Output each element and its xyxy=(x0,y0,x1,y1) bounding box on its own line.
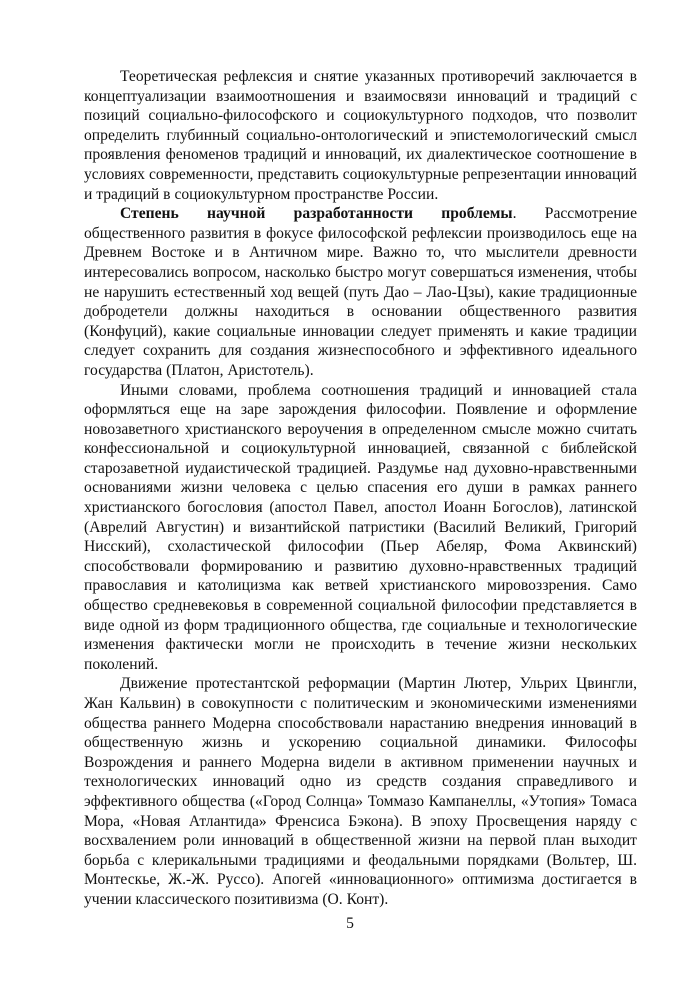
paragraph-text: Иными словами, проблема соотношения традиций и инновацией стала оформляться еще на заре зарождения философии. Появление и оформление новозаветного христианского вероучения в определенном смысле можно считать конфессиональной и социокультурной инновацией, связанной с библейской старозаветной иудаистической традицией. Раздумье над духовно-нравственными основаниями жизни человека с целью спасения его души в рамках раннего христианского богословия (апостол Павел, апостол Иоанн Богослов), латинской (Аврелий Августин) и византийской патристики (Василий Великий, Григорий Нисский), схоластической философии (Пьер Абеляр, Фома Аквинский) способствовали формированию и развитию духовно-нравственных традиций православия и католицизма как ветвей христианского мировоззрения. Само общество средневековья в современной социальной философии представляется в виде одной из форм традиционного общества, где социальные и технологические изменения фактически могли не происходить в течение жизни нескольких поколений. xyxy=(84,381,637,673)
paragraph-reflection xyxy=(84,67,637,204)
paragraph-text: . Рассмотрение общественного развития в фокусе философской рефлексии производилось еще на Древнем Востоке и в Античном мире. Важно то, что мыслители древности интересовались вопросом, насколько быстро могут совершаться изменения, чтобы не нарушить естественный ход вещей (путь Дао – Лао-Цзы), какие традиционные добродетели должны находиться в основании общественного развития (Конфуций), какие социальные инновации следует применять и какие традиции следует сохранить для создания жизнеспособного и эффективного идеального государства (Платон, Аристотель). xyxy=(84,205,637,379)
paragraph-reformation xyxy=(84,674,637,909)
paragraph-degree-of-research xyxy=(84,204,637,380)
body-text xyxy=(84,67,637,910)
paragraph-text: Теоретическая рефлексия и снятие указанных противоречий заключается в концептуализации взаимоотношения и взаимосвязи инноваций и традиций с позиций социально-философского и социокультурного подходов, что позволит определить глубинный социально-онтологический и эпистемологический смысл проявления феноменов традиций и инноваций, их диалектическое соотношение в условиях современности, представить социокультурные репрезентации инноваций и традиций в социокультурном пространстве России. xyxy=(84,68,637,203)
section-heading-inline: Степень научной разработанности проблемы xyxy=(120,205,513,223)
paragraph-christian-tradition xyxy=(84,381,637,675)
paragraph-text: Движение протестантской реформации (Мартин Лютер, Ульрих Цвингли, Жан Кальвин) в совокупности с политическим и экономическими изменениями общества раннего Модерна способствовали нарастанию внедрения инноваций в общественную жизнь и ускорению социальной динамики. Философы Возрождения и раннего Модерна видели в активном применении научных и технологических инноваций одно из средств создания справедливого и эффективного общества («Город Солнца» Томмазо Кампанеллы, «Утопия» Томаса Мора, «Новая Атлантида» Френсиса Бэкона). В эпоху Просвещения наряду с восхвалением роли инноваций в общественной жизни на первой план выходит борьба с клерикальными традициями и феодальными порядками (Вольтер, Ш. Монтескье, Ж.-Ж. Руссо). Апогей «инновационного» оптимизма достигается в учении классического позитивизма (О. Конт). xyxy=(84,675,637,908)
page-number: 5 xyxy=(346,915,354,932)
